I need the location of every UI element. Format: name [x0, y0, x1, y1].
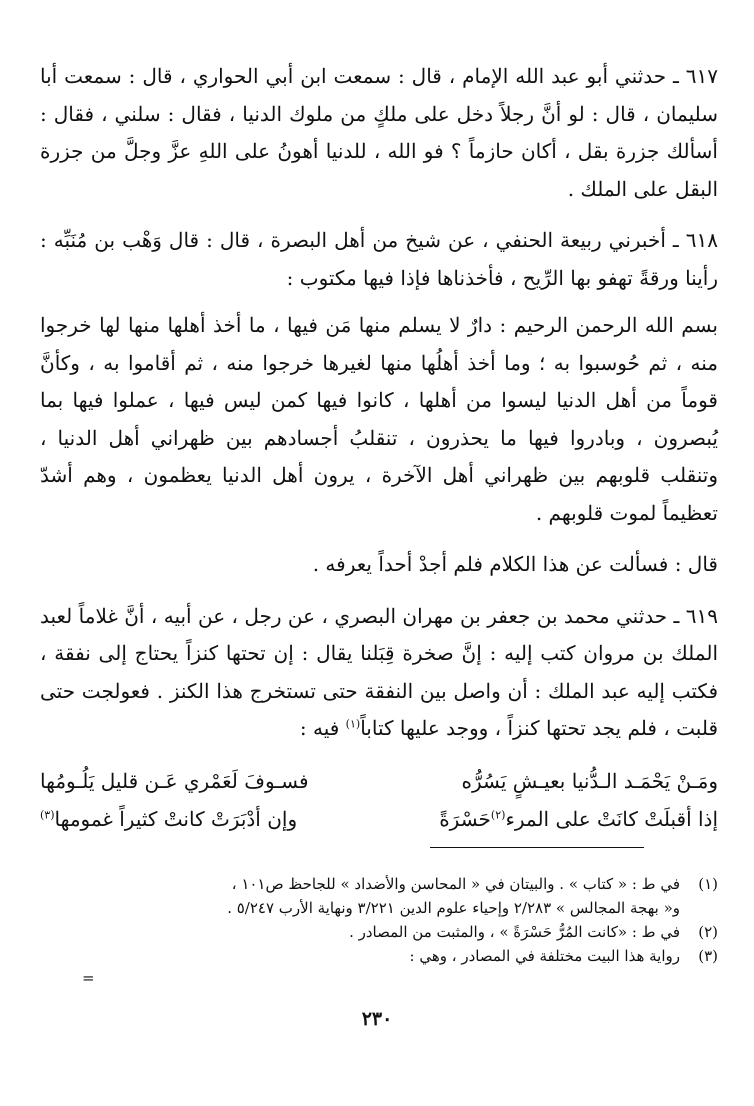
verse-2-first-tail: حَسْرَةً — [439, 806, 491, 831]
footnote-separator — [430, 847, 644, 848]
footnote-ref-3: (٣) — [40, 807, 55, 821]
footnote-2 — [40, 920, 718, 944]
verse-2-second-hemistich — [40, 800, 297, 838]
verse-2-second-text: وإن أدْبَرَتْ كانتْ كثيراً غمومها — [54, 806, 298, 831]
entry-619-text: ٦١٩ ـ حدثني محمد بن جعفر بن مهران البصري ، عن رجل ، عن أبيه ، أنَّ غلاماً لعبد الملك بن مروان كتب إليه : إنَّ صخرة قِبَلنا يقال : إن تحتها كنزاً يحتاج إلى نفقة ، فكتب إليه عبد الملك : أن واصل بين النفقة حتى تستخرج هذا الكنز . فعولجت حتى قلبت ، فلم يجد تحتها كنزاً ، ووجد عليها كتاباً — [40, 603, 718, 740]
footnote-1-line-2: و« بهجة المجالس » ٢/٢٨٣ وإحياء علوم الدين ٣/٢٢١ ونهاية الأرب ٥/٢٤٧ . — [227, 899, 680, 917]
footnote-1-line-1: في ط : « كتاب » . والبيتان في « المحاسن والأضداد » للجاحظ ص١٠١ ، — [231, 875, 680, 893]
verse-1-second-hemistich: فسـوفَ لَعَمْري عَـن قليل يَلُـومُها — [40, 768, 309, 793]
footnote-3-text: رواية هذا البيت مختلفة في المصادر ، وهي : — [409, 947, 680, 965]
poem — [40, 762, 718, 838]
footnote-3-number: (٣) — [698, 947, 718, 965]
verse-2-first-text: إذا أقبلَتْ كانَتْ على المرء — [505, 806, 718, 831]
verse-line-1 — [40, 762, 718, 800]
footnote-1-number: (١) — [698, 875, 718, 893]
verse-2-first-hemistich — [439, 800, 718, 838]
written-text: بسم الله الرحمن الرحيم : دارٌ لا يسلم منها مَن فيها ، ما أخذ أهلها منها لها خرجوا منه ، ثم حُوسبوا به ؛ وما أخذ أهلُها منها لغيرها خرجوا منه ، ثم أقاموا به ، وكأنَّ قوماً من أهل الدنيا ليسوا من أهلها ، كانوا فيها كمن ليس فيها ، عملوا فيها بما يُبصرون ، وبادروا فيها ما يحذرون ، تنقلبُ أجسادهم بين ظهراني أهل الدنيا ، وتنقلب قلوبهم بين ظهراني أهل الآخرة ، يرون أهل الدنيا يعظمون ، وهم أشدّ تعظيماً لموت قلوبهم . — [40, 313, 718, 525]
footnote-ref-2: (٢) — [490, 807, 506, 821]
page-number: ٢٣٠ — [361, 1008, 393, 1030]
entry-617: ٦١٧ ـ حدثني أبو عبد الله الإمام ، قال : سمعت ابن أبي الحواري ، قال : سمعت أبا سليمان ، قال : لو أنَّ رجلاً دخل على ملكٍ من ملوك الدنيا ، فقال : سلني ، فقال : أسألك جزرة بقل ، أكان حازماً ؟ فو الله ، للدنيا أهونُ على اللهِ عزَّ وجلَّ من جزرة البقل على الملك . — [40, 64, 718, 201]
main-text — [40, 58, 718, 838]
footnote-1 — [40, 872, 718, 896]
footnotes — [40, 872, 718, 968]
footnote-ref-1: (١) — [345, 717, 361, 731]
continuation-mark: = — [82, 969, 95, 987]
entry-618: ٦١٨ ـ أخبرني ربيعة الحنفي ، عن شيخ من أهل البصرة ، قال : قال وَهْب بن مُنَبِّه : رأينا ورقةً تهفو بها الرِّيح ، فأخذناها فإذا فيها مكتوب : — [40, 228, 718, 290]
footnote-2-text: في ط : «كانت المُرُّ حَسْرَةً » ، والمثبت من المصادر . — [349, 923, 680, 941]
footnote-2-number: (٢) — [698, 923, 718, 941]
entry-619 — [40, 598, 718, 748]
entry-619-tail: فيه : — [299, 716, 346, 740]
verse-1-first-hemistich: ومَـنْ يَحْمَـد الـدُّنيا بعيـشٍ يَسُرُّه — [461, 768, 718, 793]
verse-line-2 — [40, 800, 718, 838]
footnote-3 — [40, 944, 718, 968]
narrator-remark: قال : فسألت عن هذا الكلام فلم أجدْ أحداً يعرفه . — [312, 552, 718, 576]
